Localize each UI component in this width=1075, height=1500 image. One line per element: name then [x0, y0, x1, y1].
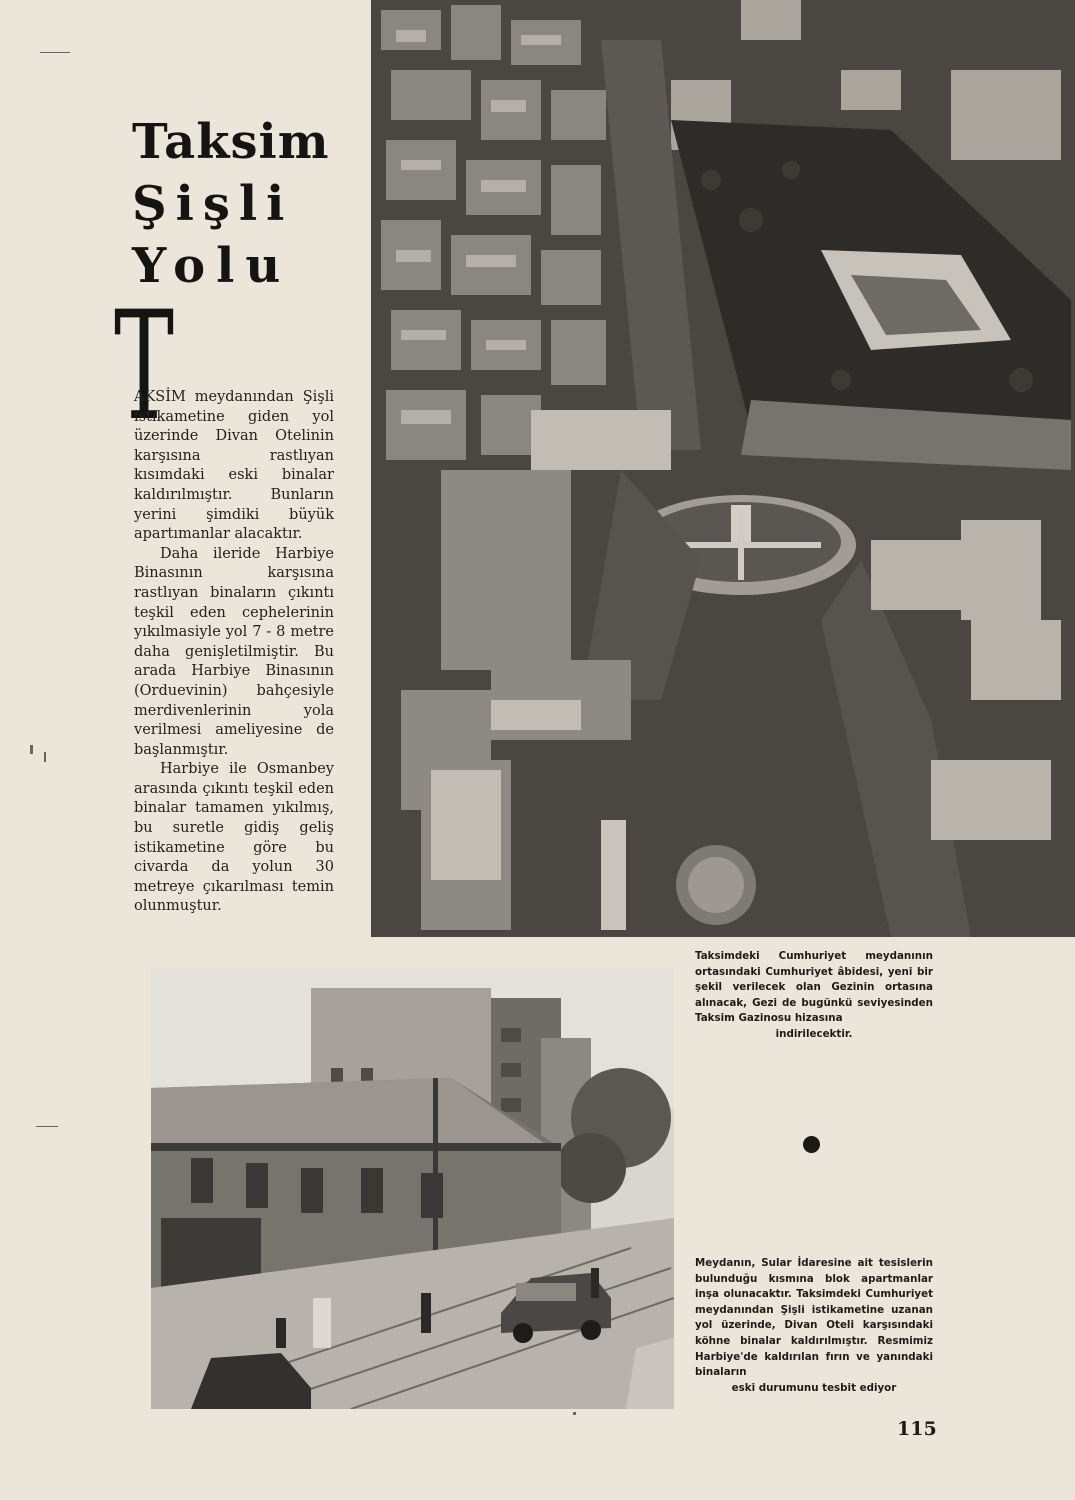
street-caption-text: Meydanın, Sular İdaresine ait tesislerin bulunduğu kısmına blok apartmanlar inşa olunacaktır. Taksimdeki Cumhuriyet meydanından Şişli istikametine uzanan yol üzerinde, Divan Oteli karşısındaki köhne binalar kaldırılmıştır. Resmimiz Harbiye'de kaldırılan fırın ve yanındaki binaların: [695, 1257, 933, 1379]
street-photo-caption: [695, 1256, 933, 1396]
scan-speck: [573, 1412, 576, 1415]
scan-speck: [36, 1126, 58, 1127]
paragraph-2: Daha ileride Harbiye Binasının karşısına rastlıyan binaların çıkıntı teşkil eden cephelerinin yıkılmasiyle yol 7 - 8 metre daha genişletilmiştir. Bu arada Harbiye Binasının (Orduevinin) bahçesiyle merdivenlerinin yola verilmesi ameliyesine de başlanmıştır.: [134, 545, 334, 758]
scan-speck: [44, 752, 46, 762]
title-line-1: Taksim: [132, 114, 330, 170]
article-title: [132, 114, 352, 304]
aerial-photo-caption: [695, 949, 933, 1043]
paragraph-1: AKSİM meydanından Şişli istikametine giden yol üzerinde Divan Otelinin karşısına rastlıyan kısımdaki eski binalar kaldırılmıştır. Bunların yerini şimdiki büyük apartımanlar alacaktır.: [134, 389, 334, 543]
title-line-3: Yolu: [132, 238, 292, 294]
title-line-2: Şişli: [132, 176, 294, 232]
scan-speck: [30, 745, 33, 754]
aerial-photo-taksim: [371, 0, 1075, 937]
aerial-caption-last-line: indirilecektir.: [775, 1027, 853, 1040]
separator-bullet: [803, 1136, 820, 1153]
scan-speck: [40, 52, 70, 53]
paragraph-3: Harbiye ile Osmanbey arasında çıkıntı teşkil eden binalar tamamen yıkılmış, bu suretle gidiş geliş istikametine göre bu civarda da yolun 30 metreye çıkarılması temin olunmuştur.: [134, 761, 334, 915]
street-photo-harbiye: [151, 968, 674, 1409]
page-number: 115: [897, 1418, 937, 1440]
aerial-caption-text: Taksimdeki Cumhuriyet meydanının ortasındaki Cumhuriyet âbidesi, yeni bir şekil verilecek olan Gezinin ortasına alınacak, Gezi de bugünkü seviyesinden Taksim Gazinosu hizasına: [695, 950, 933, 1025]
street-caption-last-line: eski durumunu tesbit ediyor: [731, 1381, 897, 1394]
drop-cap: T: [114, 280, 175, 454]
article-body: [134, 388, 334, 917]
